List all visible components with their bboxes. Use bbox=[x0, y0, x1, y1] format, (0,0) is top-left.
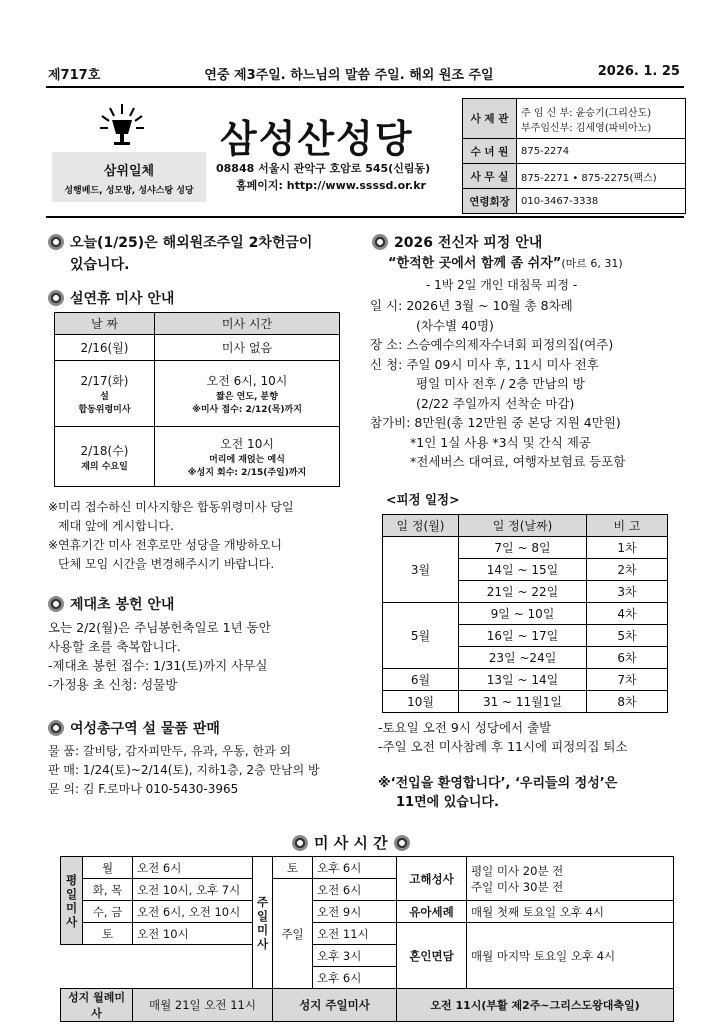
parish-title: 삼성산성당 bbox=[220, 117, 414, 161]
sun-time-4: 오후 3시 bbox=[313, 945, 397, 967]
date-1: 7일 ~ 8일 bbox=[459, 537, 587, 559]
notice-offering bbox=[48, 232, 312, 252]
date-2: 14일 ~ 15일 bbox=[459, 559, 587, 581]
col-time: 미사 시간 bbox=[155, 313, 340, 335]
section-bullet-icon bbox=[48, 234, 64, 250]
wd-day-1: 월 bbox=[83, 857, 133, 879]
section-bullet-icon bbox=[48, 720, 64, 736]
no-4: 4차 bbox=[587, 603, 668, 625]
confession-label: 고해성사 bbox=[397, 857, 467, 901]
fee: 8만원(총 12만원 중 본당 지원 4만원) bbox=[414, 415, 621, 430]
candle-l1: 오는 2/2(월)은 주님봉헌축일로 1년 동안 bbox=[48, 620, 271, 635]
no-6: 6차 bbox=[587, 647, 668, 669]
sched-title: <피정 일정> bbox=[386, 492, 460, 507]
r3-time: 오전 10시 bbox=[220, 437, 274, 451]
candle-l2: 사용할 초를 축복합니다. bbox=[48, 639, 181, 654]
homepage-line bbox=[216, 177, 430, 194]
foot2b: 단체 모임 시간을 변경해주시기 바랍니다. bbox=[58, 557, 275, 571]
month-may: 5월 bbox=[383, 603, 459, 669]
mass-times-table bbox=[60, 856, 674, 1022]
fee-label: 참가비: bbox=[370, 415, 411, 430]
trinity-label: 삼위일체 bbox=[103, 164, 155, 179]
monthly-label: 성지 월례미사 bbox=[61, 989, 133, 1022]
top-header bbox=[48, 64, 680, 83]
retreat-title: 2026 전신자 피정 안내 bbox=[394, 235, 543, 251]
women-heading bbox=[48, 718, 220, 738]
info-convent: 875-2274 bbox=[517, 139, 686, 164]
notice-offering-2: 있습니다. bbox=[70, 257, 130, 273]
notice-offering-text: 오늘(1/25)은 해외원조주일 2차헌금이 bbox=[70, 235, 313, 251]
retreat-schedule-table bbox=[382, 514, 668, 713]
no-7: 7차 bbox=[587, 669, 668, 691]
r2-sub1: 설 bbox=[100, 392, 109, 402]
retreat-quote-line bbox=[388, 254, 623, 273]
address: 08848 서울시 관악구 호암로 545(신림동) bbox=[216, 162, 431, 175]
when2: (차수별 40명) bbox=[416, 317, 494, 333]
monthly-time: 매월 21일 오전 11시 bbox=[133, 989, 273, 1022]
no-1: 1차 bbox=[587, 537, 668, 559]
when-label: 일 시: bbox=[370, 298, 403, 313]
section-bullet-icon bbox=[394, 835, 410, 851]
wedding-time: 매월 마지막 토요일 오후 4시 bbox=[467, 923, 674, 989]
retreat-place-line bbox=[370, 335, 680, 355]
homepage-label: 홈페이지: bbox=[236, 179, 283, 192]
date-7: 13일 ~ 14일 bbox=[459, 669, 587, 691]
welcome-b: 11면에 있습니다. bbox=[396, 795, 499, 810]
trinity-box bbox=[52, 152, 206, 202]
newyear-heading bbox=[48, 288, 174, 308]
date-8: 31 ~ 11월1일 bbox=[459, 691, 587, 713]
newyear-footnotes bbox=[48, 498, 348, 574]
women-l1: 물 품: 갈비탕, 감자피만두, 유과, 우동, 한과 외 bbox=[48, 744, 292, 758]
pastor: 주 임 신 부: 윤승기(그리산도) bbox=[521, 107, 652, 119]
retreat-details bbox=[370, 296, 680, 472]
col-dates: 일 정(날짜) bbox=[459, 515, 587, 537]
retreat-quote: “한적한 곳에서 함께 좀 쉬자” bbox=[388, 256, 562, 271]
wd-time-1: 오전 6시 bbox=[133, 857, 253, 879]
shrine-time: 오전 11시(부활 제2주~그리스도왕대축일) bbox=[397, 989, 674, 1022]
conf1: 평일 미사 20분 전 bbox=[471, 863, 564, 878]
month-mar: 3월 bbox=[383, 537, 459, 603]
issue-date: 2026. 1. 25 bbox=[597, 64, 680, 79]
parish-logo-icon bbox=[96, 100, 148, 148]
section-bullet-icon bbox=[48, 596, 64, 612]
date-3: 21일 ~ 22일 bbox=[459, 581, 587, 603]
issue-number: 제717호 bbox=[48, 68, 101, 83]
wd-time-4: 오전 10시 bbox=[133, 923, 253, 945]
r2-date-cell bbox=[55, 361, 155, 427]
sun-time-3: 오전 11시 bbox=[313, 923, 397, 945]
r2-note1: 짧은 연도, 분향 bbox=[216, 392, 278, 402]
no-3: 3차 bbox=[587, 581, 668, 603]
r1-time: 미사 없음 bbox=[155, 335, 340, 361]
r3-date-cell bbox=[55, 427, 155, 487]
apply3: (2/22 주일까지 선착순 마감) bbox=[416, 395, 575, 411]
women-l3: 문 의: 김 F.로마나 010-5430-3965 bbox=[48, 782, 239, 796]
spacer bbox=[61, 945, 253, 967]
foot1a: ※미리 접수하신 미사지향은 합동위령미사 당일 bbox=[48, 500, 294, 514]
section-bullet-icon bbox=[292, 835, 308, 851]
mass-title: 미 사 시 간 bbox=[314, 834, 388, 852]
sunday-title: 연중 제3주일. 하느님의 말씀 주일. 해외 원조 주일 bbox=[204, 68, 494, 83]
sun-time-2: 오전 9시 bbox=[313, 901, 397, 923]
retreat-sub: - 1박 2일 개인 대침묵 피정 - bbox=[426, 278, 578, 292]
r3-time-cell bbox=[155, 427, 340, 487]
welcome-note bbox=[378, 774, 617, 812]
info-rectory bbox=[517, 99, 686, 139]
newyear-table bbox=[54, 312, 340, 487]
r2-date: 2/17(화) bbox=[80, 374, 129, 388]
r3-note1: 머리에 재얹는 예식 bbox=[209, 455, 285, 465]
retreat-fee-line bbox=[370, 413, 680, 433]
apply-label: 신 청: bbox=[370, 356, 403, 372]
women-l2: 판 매: 1/24(토)~2/14(토), 지하1층, 2층 만남의 방 bbox=[48, 763, 320, 777]
col-month: 일 정(월) bbox=[383, 515, 459, 537]
candle-l4: -가정용 초 신청: 성물방 bbox=[48, 677, 178, 692]
no-5: 5차 bbox=[587, 625, 668, 647]
wd-day-4: 토 bbox=[83, 923, 133, 945]
women-body bbox=[48, 742, 358, 799]
info-label-office: 사 무 실 bbox=[463, 164, 517, 189]
sunday-label: 주일미사 bbox=[253, 857, 273, 989]
sat-label: 토 bbox=[273, 857, 313, 879]
apply1: 주일 09시 미사 후, 11시 미사 전후 bbox=[406, 356, 599, 372]
header-bottom-rule bbox=[46, 216, 684, 218]
candle-heading bbox=[48, 594, 174, 614]
date-6: 23일 ~24일 bbox=[459, 647, 587, 669]
assistant-pastor: 부주임신부: 김세영(파비아노) bbox=[521, 122, 652, 134]
welcome-a: ※‘전입을 환영합니다’, ‘우리들의 정성’은 bbox=[378, 776, 618, 791]
r3-date: 2/18(수) bbox=[80, 443, 129, 458]
retreat-heading bbox=[372, 232, 542, 252]
date-5: 16일 ~ 17일 bbox=[459, 625, 587, 647]
wd-day-2: 화, 목 bbox=[83, 879, 133, 901]
retreat-apply-line bbox=[370, 355, 680, 375]
confession-cell bbox=[467, 857, 674, 901]
r3-sub1: 재의 수요일 bbox=[81, 461, 128, 472]
r2-sub2: 합동위령미사 bbox=[78, 405, 131, 415]
r3-note2: ※성지 회수: 2/15(주일)까지 bbox=[187, 468, 307, 478]
sun-time-1: 오전 6시 bbox=[313, 879, 397, 901]
candle-title: 제대초 봉헌 안내 bbox=[70, 597, 175, 613]
info-funeral: 010-3467-3338 bbox=[517, 189, 686, 214]
wd-time-3: 오전 6시, 오전 10시 bbox=[133, 901, 253, 923]
info-label-convent: 수 녀 원 bbox=[463, 139, 517, 164]
r2-time: 오전 6시, 10시 bbox=[206, 374, 288, 388]
place-label: 장 소: bbox=[370, 337, 403, 352]
mass-heading bbox=[292, 832, 410, 853]
apply2: 평일 미사 전후 / 2층 만남의 방 bbox=[416, 376, 585, 391]
no-8: 8차 bbox=[587, 691, 668, 713]
spacer bbox=[61, 967, 253, 989]
month-oct: 10월 bbox=[383, 691, 459, 713]
fee3: *전세버스 대여료, 여행자보험료 등포함 bbox=[410, 454, 626, 469]
month-jun: 6월 bbox=[383, 669, 459, 691]
baptism-label: 유아세례 bbox=[397, 901, 467, 923]
sat-time: 오후 6시 bbox=[313, 857, 397, 879]
sun-label: 주일 bbox=[273, 879, 313, 989]
col-date: 날 짜 bbox=[55, 313, 155, 335]
info-label-rectory: 사 제 관 bbox=[463, 99, 517, 139]
place: 스승예수의제자수녀회 피정의집(여주) bbox=[406, 337, 614, 352]
retreat-notes bbox=[378, 718, 628, 756]
note-return: -주일 오전 미사참례 후 11시에 피정의집 퇴소 bbox=[378, 739, 628, 754]
shrine-label: 성지 주일미사 bbox=[273, 989, 397, 1022]
note-depart: -토요일 오전 9시 성당에서 출발 bbox=[378, 720, 552, 735]
r2-note2: ※미사 접수: 2/12(목)까지 bbox=[192, 405, 302, 415]
address-block bbox=[216, 160, 430, 194]
newyear-title: 설연휴 미사 안내 bbox=[70, 291, 175, 307]
r1-date: 2/16(월) bbox=[55, 335, 155, 361]
date-4: 9일 ~ 10일 bbox=[459, 603, 587, 625]
conf2: 주일 미사 30분 전 bbox=[471, 879, 564, 894]
section-bullet-icon bbox=[372, 234, 388, 250]
info-label-funeral: 연령회장 bbox=[463, 189, 517, 214]
contact-table bbox=[462, 98, 686, 214]
r2-time-cell bbox=[155, 361, 340, 427]
patrons-label: 성행베드, 성모방, 성샤스탕 성당 bbox=[64, 186, 194, 196]
wd-day-3: 수, 금 bbox=[83, 901, 133, 923]
no-2: 2차 bbox=[587, 559, 668, 581]
when: 2026년 3월 ~ 10월 총 8차례 bbox=[406, 298, 573, 313]
baptism-time: 매월 첫째 토요일 오후 4시 bbox=[467, 901, 674, 923]
info-office: 875-2271 • 875-2275(팩스) bbox=[517, 164, 686, 189]
weekday-label: 평일미사 bbox=[61, 857, 83, 945]
foot2a: ※연휴기간 미사 전후로만 성당을 개방하오니 bbox=[48, 538, 282, 552]
fee2: *1인 1실 사용 *3식 및 간식 제공 bbox=[410, 434, 591, 450]
section-bullet-icon bbox=[48, 290, 64, 306]
header-rule bbox=[46, 86, 684, 88]
women-title: 여성총구역 설 물품 판매 bbox=[70, 721, 220, 737]
candle-body bbox=[48, 618, 348, 694]
homepage-link[interactable]: http://www.ssssd.or.kr bbox=[286, 179, 426, 192]
wd-time-2: 오전 10시, 오후 7시 bbox=[133, 879, 253, 901]
wedding-label: 혼인면담 bbox=[397, 923, 467, 989]
col-no: 비 고 bbox=[587, 515, 668, 537]
retreat-when-line bbox=[370, 296, 680, 316]
foot1b: 제대 앞에 게시합니다. bbox=[58, 519, 174, 533]
retreat-quote-ref: (마르 6, 31) bbox=[561, 257, 623, 270]
sun-time-5: 오후 6시 bbox=[313, 967, 397, 989]
candle-l3: -제대초 봉헌 접수: 1/31(토)까지 사무실 bbox=[48, 658, 268, 673]
